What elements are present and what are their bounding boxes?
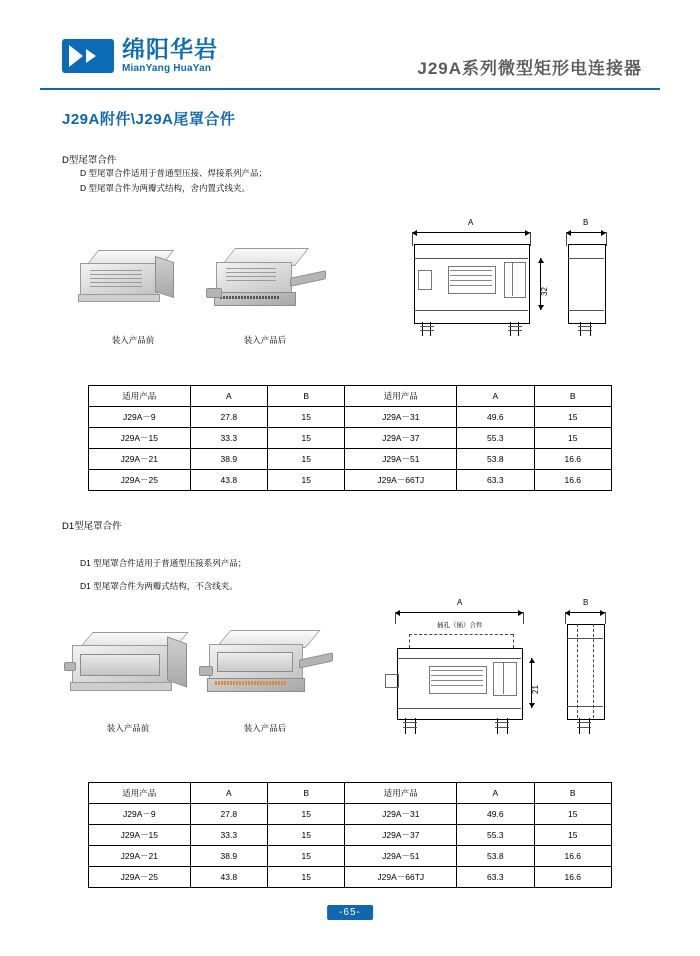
block2-heading: D1型尾罩合件 <box>62 521 122 532</box>
logo-mark-icon <box>62 39 114 73</box>
cell: J29A－37 <box>345 825 457 846</box>
cell: J29A－51 <box>345 449 457 470</box>
cell: 38.9 <box>190 449 267 470</box>
block1-spec-table <box>88 385 612 491</box>
cell: 55.3 <box>457 825 534 846</box>
cell: J29A－31 <box>345 804 457 825</box>
block2-photo-before-caption: 装入产品前 <box>106 723 150 733</box>
table-row <box>89 407 612 428</box>
cell: J29A－15 <box>89 428 191 449</box>
cell: 15 <box>268 449 345 470</box>
block1-heading: D型尾罩合件 <box>62 155 117 166</box>
block2-drawing-note: 插孔（插）合件 <box>437 622 483 629</box>
table-row <box>89 825 612 846</box>
block2-photo-before <box>68 632 198 712</box>
header-series-title: J29A系列微型矩形电连接器 <box>417 59 642 78</box>
block1-drawing <box>400 218 650 338</box>
cell: 38.9 <box>190 846 267 867</box>
block1-drawing-label-a: A <box>468 218 474 227</box>
block1-photo-before-caption: 装入产品前 <box>111 335 155 345</box>
block1-drawing-label-b: B <box>583 218 589 227</box>
block2-drawing-label-height: 21 <box>531 685 540 694</box>
th-product-left: 适用产品 <box>89 783 191 804</box>
table-row <box>89 804 612 825</box>
block2-drawing-label-a: A <box>457 598 463 607</box>
cell: 53.8 <box>457 449 534 470</box>
cell: J29A－51 <box>345 846 457 867</box>
cell: 15 <box>268 867 345 888</box>
cell: J29A－66TJ <box>345 470 457 491</box>
cell: 63.3 <box>457 867 534 888</box>
cell: 16.6 <box>534 846 611 867</box>
cell: 33.3 <box>190 825 267 846</box>
cell: 55.3 <box>457 428 534 449</box>
company-logo <box>62 38 218 74</box>
cell: J29A－15 <box>89 825 191 846</box>
cell: 15 <box>268 407 345 428</box>
cell: 43.8 <box>190 867 267 888</box>
page-number-badge: -65- <box>327 905 373 920</box>
cell: 15 <box>534 407 611 428</box>
cell: J29A－66TJ <box>345 867 457 888</box>
block2-photo-after-caption: 装入产品后 <box>243 723 287 733</box>
cell: 27.8 <box>190 804 267 825</box>
table-row <box>89 470 612 491</box>
cell: 16.6 <box>534 867 611 888</box>
cell: 15 <box>268 428 345 449</box>
cell: 15 <box>268 804 345 825</box>
th-b-right: B <box>534 386 611 407</box>
cell: 53.8 <box>457 846 534 867</box>
th-a-right: A <box>457 386 534 407</box>
logo-company-en: MianYang HuaYan <box>122 63 212 74</box>
cell: J29A－37 <box>345 428 457 449</box>
cell: 49.6 <box>457 407 534 428</box>
cell: J29A－21 <box>89 846 191 867</box>
cell: 15 <box>268 825 345 846</box>
block1-drawing-label-height: 32 <box>540 287 549 296</box>
th-product-right: 适用产品 <box>345 783 457 804</box>
cell: J29A－21 <box>89 449 191 470</box>
cell: 15 <box>268 470 345 491</box>
th-product-left: 适用产品 <box>89 386 191 407</box>
cell: J29A－9 <box>89 407 191 428</box>
table-row <box>89 428 612 449</box>
table-row <box>89 846 612 867</box>
block2-paragraph-2: D1 型尾罩合件为两瓣式结构，不含线夹。 <box>80 581 238 591</box>
th-a-left: A <box>190 783 267 804</box>
cell: 15 <box>534 804 611 825</box>
block2-drawing <box>385 598 645 748</box>
block2-spec-table <box>88 782 612 888</box>
cell: 33.3 <box>190 428 267 449</box>
block2-drawing-label-b: B <box>583 598 589 607</box>
cell: J29A－25 <box>89 470 191 491</box>
logo-text <box>122 38 218 74</box>
page-title: J29A附件\J29A尾罩合件 <box>62 111 236 128</box>
table-row <box>89 449 612 470</box>
cell: 15 <box>534 825 611 846</box>
th-b-right: B <box>534 783 611 804</box>
cell: J29A－25 <box>89 867 191 888</box>
block1-photo-before <box>78 250 188 320</box>
cell: 15 <box>268 846 345 867</box>
cell: J29A－31 <box>345 407 457 428</box>
cell: 16.6 <box>534 449 611 470</box>
cell: 63.3 <box>457 470 534 491</box>
th-b-left: B <box>268 386 345 407</box>
cell: 15 <box>534 428 611 449</box>
cell: 49.6 <box>457 804 534 825</box>
table-header-row <box>89 386 612 407</box>
page-header <box>0 0 700 90</box>
th-b-left: B <box>268 783 345 804</box>
cell: 27.8 <box>190 407 267 428</box>
cell: J29A－9 <box>89 804 191 825</box>
block1-paragraph-1: D 型尾罩合件适用于普通型压接、焊接系列产品； <box>80 168 268 178</box>
header-divider <box>40 88 660 90</box>
table-header-row <box>89 783 612 804</box>
th-a-left: A <box>190 386 267 407</box>
block1-photo-after-caption: 装入产品后 <box>243 335 287 345</box>
block1-paragraph-2: D 型尾罩合件为两瓣式结构，舍内置式线夹。 <box>80 183 251 193</box>
block1-photo-after <box>212 248 342 326</box>
cell: 43.8 <box>190 470 267 491</box>
block2-paragraph-1: D1 型尾罩合件适用于普通型压接系列产品； <box>80 558 247 568</box>
block2-photo-after <box>205 630 335 712</box>
th-product-right: 适用产品 <box>345 386 457 407</box>
th-a-right: A <box>457 783 534 804</box>
logo-company-cn: 绵阳华岩 <box>122 36 218 62</box>
cell: 16.6 <box>534 470 611 491</box>
table-row <box>89 867 612 888</box>
